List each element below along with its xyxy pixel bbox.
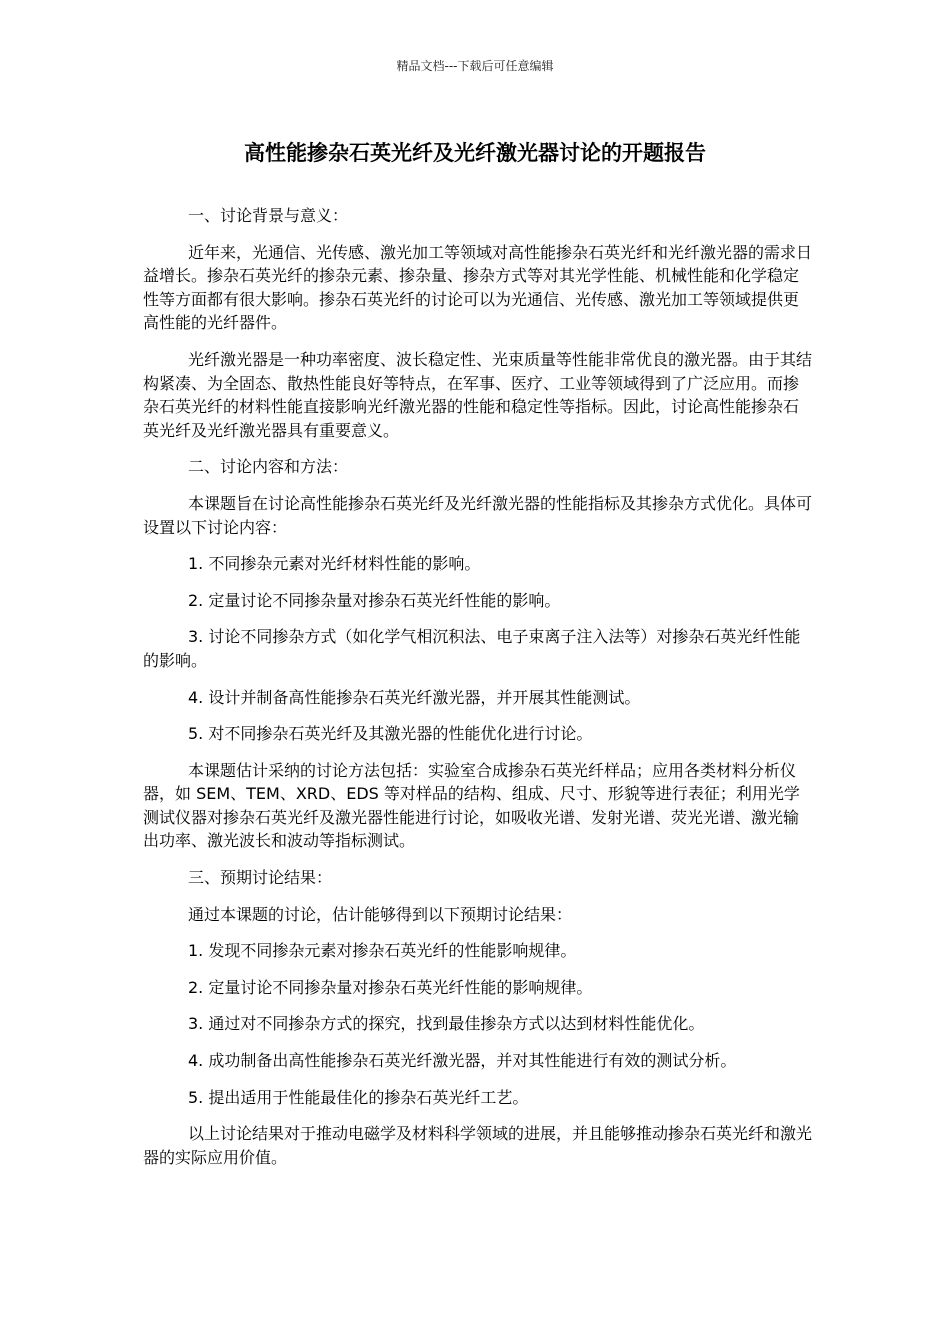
list-item-content-4: 4. 设计并制备高性能掺杂石英光纤激光器，并开展其性能测试。 <box>188 687 641 707</box>
document-title: 高性能掺杂石英光纤及光纤激光器讨论的开题报告 <box>244 141 706 165</box>
paragraph-methods: 本课题估计采纳的讨论方法包括：实验室合成掺杂石英光纤样品；应用各类材料分析仪器，如 SEM、TEM、XRD、EDS 等对样品的结构、组成、尺寸、形貌等进行表征；利用光学测试仪器对掺杂石英光纤及激光器性能进行讨论，如吸收光谱、发射光谱、荧光光谱、激光输出功率、激光波长和波动等指标测试。 <box>143 760 800 851</box>
list-item-content-1: 1. 不同掺杂元素对光纤材料性能的影响。 <box>188 554 481 574</box>
list-item-result-4: 4. 成功制备出高性能掺杂石英光纤激光器，并对其性能进行有效的测试分析。 <box>188 1051 737 1071</box>
list-item-result-2: 2. 定量讨论不同掺杂量对掺杂石英光纤性能的影响规律。 <box>188 977 593 997</box>
list-item-content-2: 2. 定量讨论不同掺杂量对掺杂石英光纤性能的影响。 <box>188 590 561 610</box>
document-body <box>143 204 813 1182</box>
paragraph-content-intro: 本课题旨在讨论高性能掺杂石英光纤及光纤激光器的性能指标及其掺杂方式优化。具体可设置以下讨论内容： <box>143 493 813 537</box>
list-item-content-5: 5. 对不同掺杂石英光纤及其激光器的性能优化进行讨论。 <box>188 724 593 744</box>
section-heading-content-methods: 二、讨论内容和方法： <box>188 457 349 477</box>
section-heading-background: 一、讨论背景与意义： <box>188 206 349 225</box>
list-item-result-1: 1. 发现不同掺杂元素对掺杂石英光纤的性能影响规律。 <box>188 941 577 961</box>
section-heading-expected-results: 三、预期讨论结果： <box>188 868 333 888</box>
paragraph-conclusion: 以上讨论结果对于推动电磁学及材料科学领域的进展，并且能够推动掺杂石英光纤和激光器的实际应用价值。 <box>143 1124 813 1167</box>
paragraph-background-2: 光纤激光器是一种功率密度、波长稳定性、光束质量等性能非常优良的激光器。由于其结构紧凑、为全固态、散热性能良好等特点，在军事、医疗、工业等领域得到了广泛应用。而掺杂石英光纤的材料性能直接影响光纤激光器的性能和稳定性等指标。因此，讨论高性能掺杂石英光纤及光纤激光器具有重要意义。 <box>143 349 813 440</box>
paragraph-results-intro: 通过本课题的讨论，估计能够得到以下预期讨论结果： <box>188 904 573 924</box>
header-note: 精品文档---下载后可任意编辑 <box>396 59 554 73</box>
list-item-result-3: 3. 通过对不同掺杂方式的探究，找到最佳掺杂方式以达到材料性能优化。 <box>188 1014 705 1034</box>
paragraph-background-1: 近年来，光通信、光传感、激光加工等领域对高性能掺杂石英光纤和光纤激光器的需求日益增长。掺杂石英光纤的掺杂元素、掺杂量、掺杂方式等对其光学性能、机械性能和化学稳定性等方面都有很大影响。掺杂石英光纤的讨论可以为光通信、光传感、激光加工等领域提供更高性能的光纤器件。 <box>143 242 813 333</box>
list-item-content-3: 3. 讨论不同掺杂方式（如化学气相沉积法、电子束离子注入法等）对掺杂石英光纤性能的影响。 <box>143 627 801 670</box>
list-item-result-5: 5. 提出适用于性能最佳化的掺杂石英光纤工艺。 <box>188 1087 529 1107</box>
